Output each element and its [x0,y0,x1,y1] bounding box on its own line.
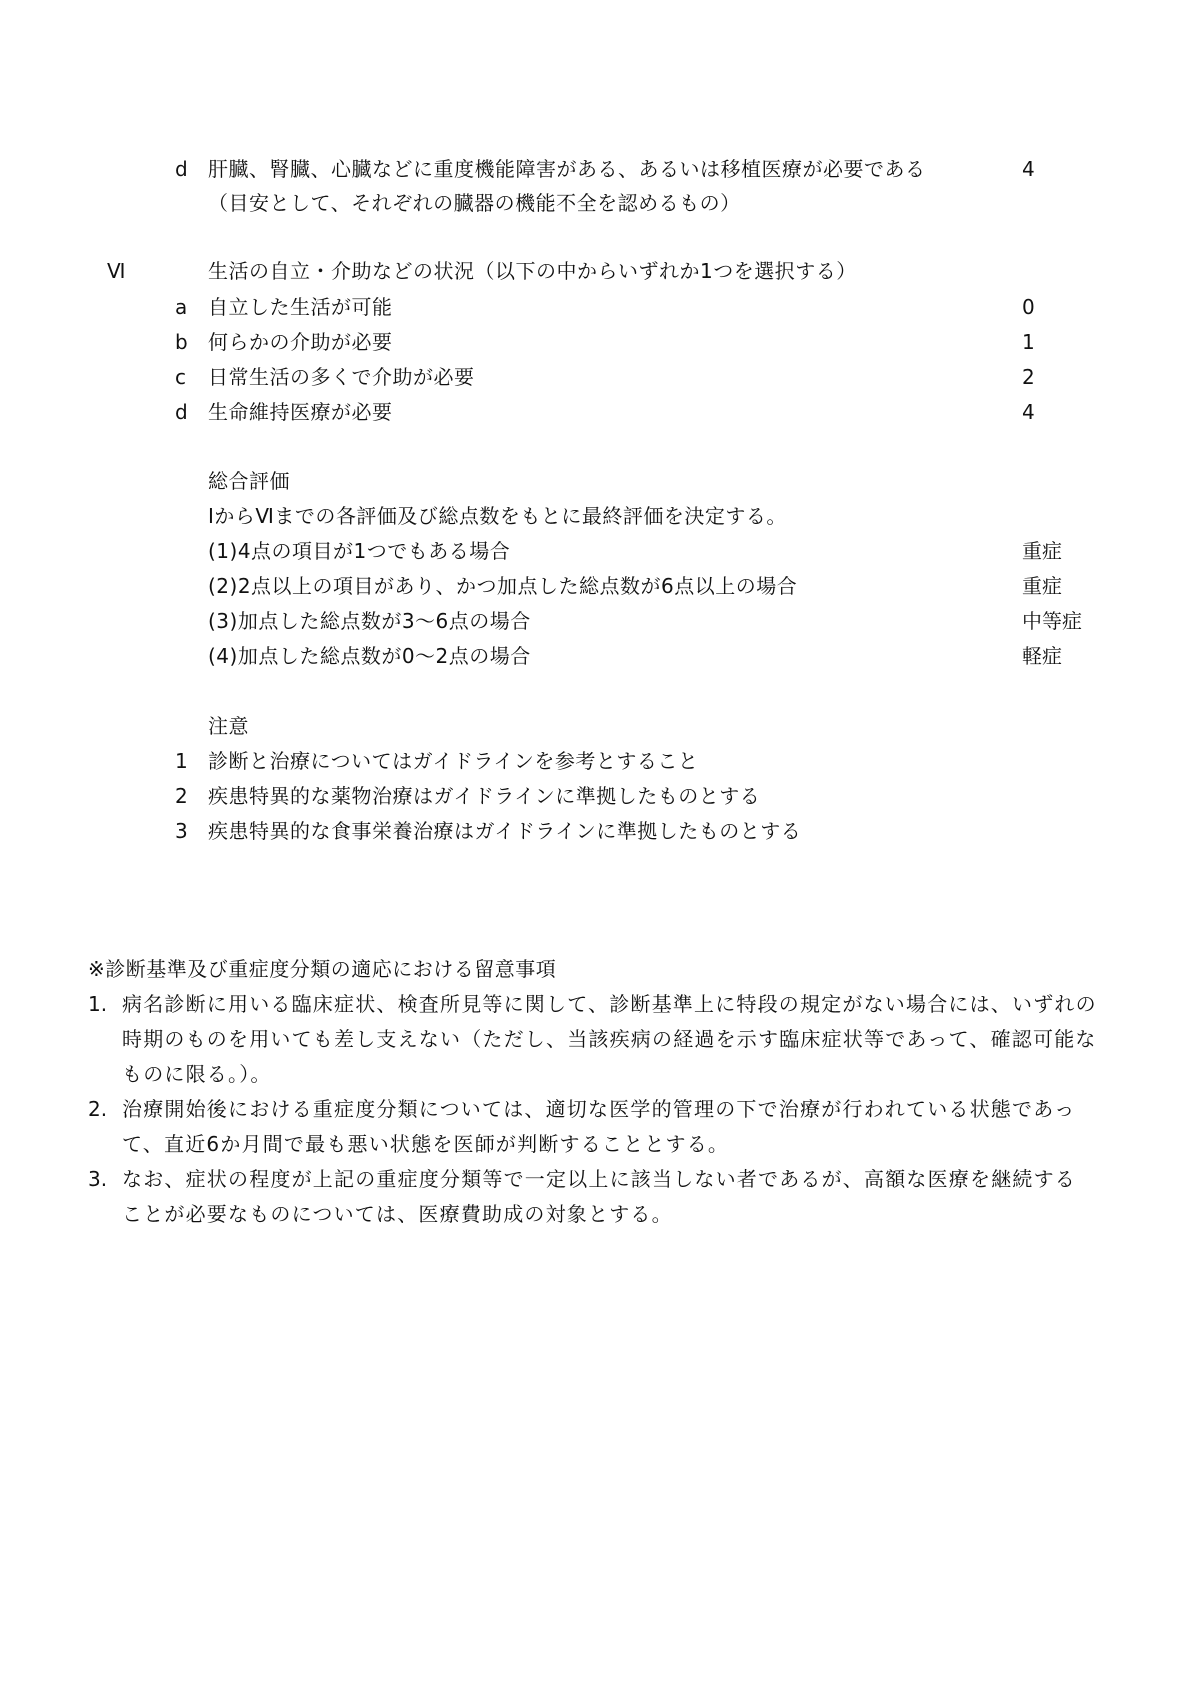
item-text: 診断と治療についてはガイドラインを参考とすること [208,749,699,773]
note-text: 治療開始後における重症度分類については、適切な医学的管理の下で治療が行われている状態であって、直近6か月間で最も悪い状態を医師が判断することとする。 [122,1097,1076,1156]
item-score: 1 [1022,330,1035,354]
item-marker: 1 [175,749,188,773]
severity-label: 重症 [1022,539,1062,563]
item-marker: 2 [175,784,188,808]
item-marker: d [175,400,188,424]
item-score: 4 [1022,400,1035,424]
section-heading: 総合評価 [208,469,290,493]
item-text: 肝臓、腎臓、心臓などに重度機能障害がある、あるいは移植医療が必要である [208,157,926,181]
section-numeral: Ⅵ [107,259,126,283]
item-marker: d [175,157,188,181]
item-marker: b [175,330,188,354]
severity-label: 重症 [1022,574,1062,598]
item-text: 日常生活の多くで介助が必要 [208,365,475,389]
criteria-text: (4)加点した総点数が0～2点の場合 [208,644,531,668]
section-heading: ※診断基準及び重症度分類の適応における留意事項 [88,957,557,981]
note-marker: 2. [88,1097,108,1121]
severity-label: 中等症 [1022,609,1082,633]
item-text: 何らかの介助が必要 [208,330,393,354]
item-text: 疾患特異的な薬物治療はガイドラインに準拠したものとする [208,784,761,808]
severity-label: 軽症 [1022,644,1062,668]
criteria-text: (3)加点した総点数が3～6点の場合 [208,609,531,633]
item-subtext: （目安として、それぞれの臓器の機能不全を認めるもの） [208,191,741,215]
criteria-text: (2)2点以上の項目があり、かつ加点した総点数が6点以上の場合 [208,574,798,598]
item-marker: 3 [175,819,188,843]
item-marker: c [175,365,186,389]
section-title: 生活の自立・介助などの状況（以下の中からいずれか1つを選択する） [208,259,857,283]
note-text: 病名診断に用いる臨床症状、検査所見等に関して、診断基準上に特段の規定がない場合には、いずれの時期のものを用いても差し支えない（ただし、当該疾病の経過を示す臨床症状等であって、確認可能なものに限る。）。 [122,992,1097,1086]
item-score: 4 [1022,157,1035,181]
item-marker: a [175,295,188,319]
item-score: 0 [1022,295,1035,319]
section-heading: 注意 [208,714,249,738]
note-marker: 3. [88,1167,108,1191]
note-text: なお、症状の程度が上記の重症度分類等で一定以上に該当しない者であるが、高額な医療を継続することが必要なものについては、医療費助成の対象とする。 [122,1167,1076,1226]
item-score: 2 [1022,365,1035,389]
criteria-text: (1)4点の項目が1つでもある場合 [208,539,511,563]
item-text: 生命維持医療が必要 [208,400,393,424]
item-text: 自立した生活が可能 [208,295,393,319]
item-text: 疾患特異的な食事栄養治療はガイドラインに準拠したものとする [208,819,802,843]
note-marker: 1. [88,992,108,1016]
section-description: ⅠからⅥまでの各評価及び総点数をもとに最終評価を決定する。 [208,504,787,528]
